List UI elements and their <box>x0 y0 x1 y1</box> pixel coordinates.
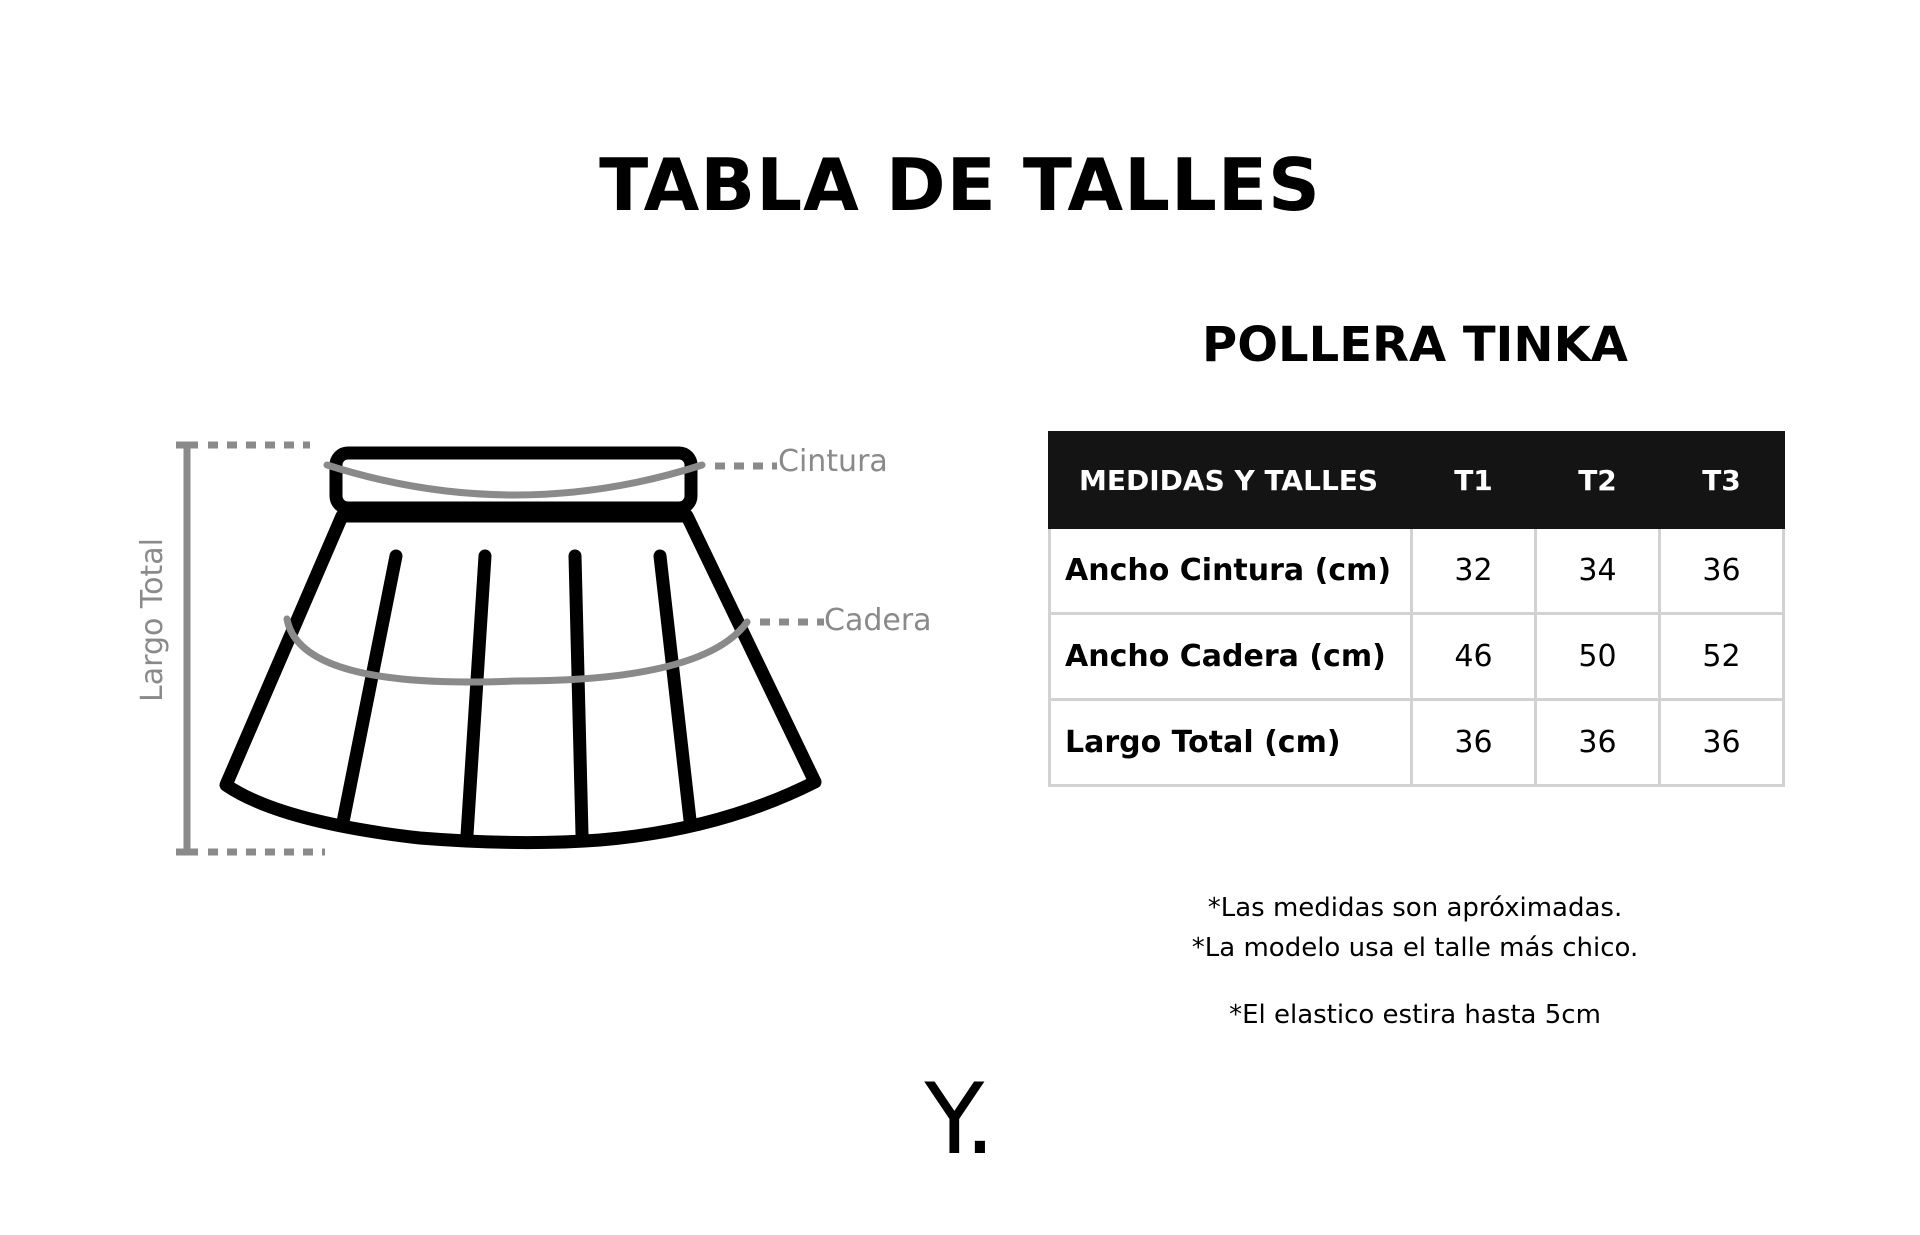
table-cell: 36 <box>1536 700 1660 786</box>
table-header-label: MEDIDAS Y TALLES <box>1050 433 1412 528</box>
table-header-size: T2 <box>1536 433 1660 528</box>
brand-logo: Y. <box>924 1063 996 1177</box>
table-header-size: T3 <box>1660 433 1784 528</box>
table-row <box>1050 614 1784 700</box>
table-row <box>1050 528 1784 614</box>
note-model-size: *La modelo usa el talle más chico. <box>1191 933 1639 963</box>
table-header-size: T1 <box>1412 433 1536 528</box>
skirt-outline <box>226 453 815 843</box>
row-label: Largo Total (cm) <box>1050 700 1412 786</box>
notes <box>1050 888 1780 1035</box>
row-label: Ancho Cadera (cm) <box>1050 614 1412 700</box>
waist-measure <box>327 465 777 495</box>
waist-label: Cintura <box>778 444 888 479</box>
hip-measure <box>287 619 824 682</box>
size-table <box>1048 431 1785 787</box>
table-cell: 52 <box>1660 614 1784 700</box>
table-cell: 36 <box>1660 700 1784 786</box>
table-cell: 34 <box>1536 528 1660 614</box>
pleat-line <box>575 556 582 834</box>
pleat-line <box>343 556 396 822</box>
table-cell: 36 <box>1412 700 1536 786</box>
pleat-line <box>467 556 485 835</box>
pleat-line <box>660 556 690 820</box>
note-elastic: *El elastico estira hasta 5cm <box>1229 1000 1601 1030</box>
total-length-label: Largo Total <box>135 538 170 702</box>
hip-label: Cadera <box>824 603 932 638</box>
table-cell: 32 <box>1412 528 1536 614</box>
table-cell: 36 <box>1660 528 1784 614</box>
page-title: TABLA DE TALLES <box>599 143 1321 227</box>
table-cell: 46 <box>1412 614 1536 700</box>
table-header-row <box>1050 433 1784 528</box>
table-cell: 50 <box>1536 614 1660 700</box>
table-row <box>1050 700 1784 786</box>
product-title: POLLERA TINKA <box>1202 317 1628 373</box>
row-label: Ancho Cintura (cm) <box>1050 528 1412 614</box>
note-approximate: *Las medidas son apróximadas. <box>1207 893 1623 923</box>
